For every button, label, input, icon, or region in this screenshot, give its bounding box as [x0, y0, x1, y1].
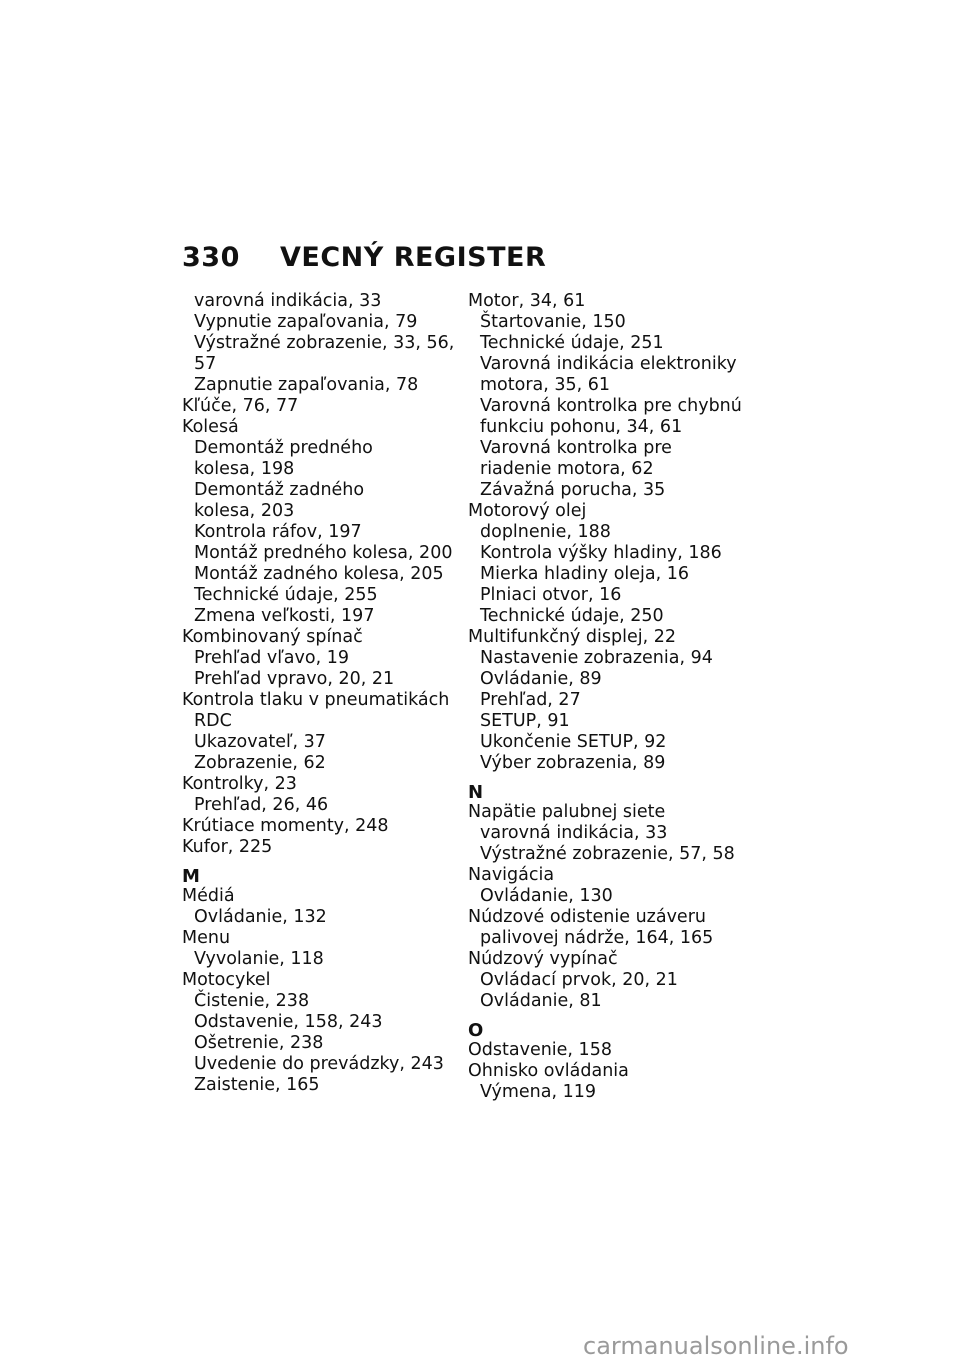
index-entry: Krútiace momenty, 248	[182, 816, 389, 836]
index-subentry: Závažná porucha, 35	[480, 480, 666, 500]
index-subentry: Výstražné zobrazenie, 33, 56,	[194, 333, 455, 353]
index-subentry: kolesa, 198	[194, 459, 295, 479]
watermark: carmanualsonline.info	[583, 1332, 849, 1360]
index-subentry: Plniaci otvor, 16	[480, 585, 622, 605]
page-title: VECNÝ REGISTER	[280, 242, 547, 273]
index-subentry: Čistenie, 238	[194, 991, 310, 1011]
index-subentry: Uvedenie do prevádzky, 243	[194, 1054, 444, 1074]
index-subentry: Odstavenie, 158, 243	[194, 1012, 383, 1032]
index-entry: Médiá	[182, 886, 235, 906]
page-number: 330	[182, 242, 240, 273]
index-entry: Navigácia	[468, 865, 555, 885]
index-column-left	[182, 291, 457, 1096]
index-subentry: doplnenie, 188	[480, 522, 611, 542]
index-subentry: RDC	[194, 711, 232, 731]
index-entry: Kufor, 225	[182, 837, 273, 857]
index-subentry: Varovná indikácia elektroniky	[480, 354, 737, 374]
index-entry: Menu	[182, 928, 231, 948]
index-subentry: Výber zobrazenia, 89	[480, 753, 666, 773]
index-subentry: Ovládanie, 81	[480, 991, 602, 1011]
index-subentry: Kontrola ráfov, 197	[194, 522, 362, 542]
index-subentry: Technické údaje, 250	[480, 606, 664, 626]
index-subentry: Varovná kontrolka pre chybnú	[480, 396, 742, 416]
index-entry: Ohnisko ovládania	[468, 1061, 629, 1081]
index-subentry: Ovládací prvok, 20, 21	[480, 970, 678, 990]
index-subentry: Prehľad, 27	[480, 690, 581, 710]
index-subentry: SETUP, 91	[480, 711, 570, 731]
index-subentry: Montáž zadného kolesa, 205	[194, 564, 444, 584]
index-entry: Motorový olej	[468, 501, 587, 521]
index-subentry: Zmena veľkosti, 197	[194, 606, 375, 626]
index-subentry: Prehľad vpravo, 20, 21	[194, 669, 395, 689]
index-subentry: Demontáž predného	[194, 438, 373, 458]
index-subentry: Ukončenie SETUP, 92	[480, 732, 667, 752]
index-subentry: varovná indikácia, 33	[480, 823, 668, 843]
index-entry: Odstavenie, 158	[468, 1040, 612, 1060]
section-letter: M	[182, 866, 200, 887]
index-subentry: Zapnutie zapaľovania, 78	[194, 375, 419, 395]
index-entry: Kontrola tlaku v pneumatikách	[182, 690, 450, 710]
index-subentry: Vyvolanie, 118	[194, 949, 324, 969]
index-subentry: 57	[194, 354, 217, 374]
index-entry: Núdzový vypínač	[468, 949, 618, 969]
index-subentry: Zaistenie, 165	[194, 1075, 320, 1095]
index-subentry: varovná indikácia, 33	[194, 291, 382, 311]
index-entry: Motocykel	[182, 970, 271, 990]
index-subentry: Ošetrenie, 238	[194, 1033, 324, 1053]
index-entry: Multifunkčný displej, 22	[468, 627, 676, 647]
index-subentry: riadenie motora, 62	[480, 459, 654, 479]
index-subentry: Zobrazenie, 62	[194, 753, 326, 773]
index-subentry: Ovládanie, 130	[480, 886, 613, 906]
section-letter: O	[468, 1020, 484, 1041]
index-entry: Motor, 34, 61	[468, 291, 586, 311]
index-entry: Núdzové odistenie uzáveru	[468, 907, 706, 927]
index-entry: Kľúče, 76, 77	[182, 396, 299, 416]
index-entry: Kolesá	[182, 417, 239, 437]
index-subentry: Kontrola výšky hladiny, 186	[480, 543, 722, 563]
index-subentry: Výstražné zobrazenie, 57, 58	[480, 844, 735, 864]
index-subentry: funkciu pohonu, 34, 61	[480, 417, 683, 437]
index-subentry: Ovládanie, 132	[194, 907, 327, 927]
index-subentry: Vypnutie zapaľovania, 79	[194, 312, 418, 332]
index-entry: Kombinovaný spínač	[182, 627, 363, 647]
index-subentry: Ovládanie, 89	[480, 669, 602, 689]
index-subentry: kolesa, 203	[194, 501, 295, 521]
index-subentry: Demontáž zadného	[194, 480, 365, 500]
index-subentry: palivovej nádrže, 164, 165	[480, 928, 714, 948]
index-subentry: Mierka hladiny oleja, 16	[480, 564, 690, 584]
index-subentry: Technické údaje, 255	[194, 585, 378, 605]
index-subentry: Štartovanie, 150	[480, 312, 626, 332]
index-column-right	[468, 291, 743, 1103]
index-subentry: Prehľad, 26, 46	[194, 795, 329, 815]
section-letter: N	[468, 782, 484, 803]
index-subentry: Prehľad vľavo, 19	[194, 648, 349, 668]
index-entry: Kontrolky, 23	[182, 774, 297, 794]
index-subentry: motora, 35, 61	[480, 375, 611, 395]
page-header	[182, 242, 546, 273]
index-entry: Napätie palubnej siete	[468, 802, 666, 822]
index-subentry: Ukazovateľ, 37	[194, 732, 326, 752]
index-subentry: Výmena, 119	[480, 1082, 597, 1102]
index-subentry: Montáž predného kolesa, 200	[194, 543, 453, 563]
index-subentry: Nastavenie zobrazenia, 94	[480, 648, 713, 668]
index-subentry: Varovná kontrolka pre	[480, 438, 672, 458]
index-subentry: Technické údaje, 251	[480, 333, 664, 353]
